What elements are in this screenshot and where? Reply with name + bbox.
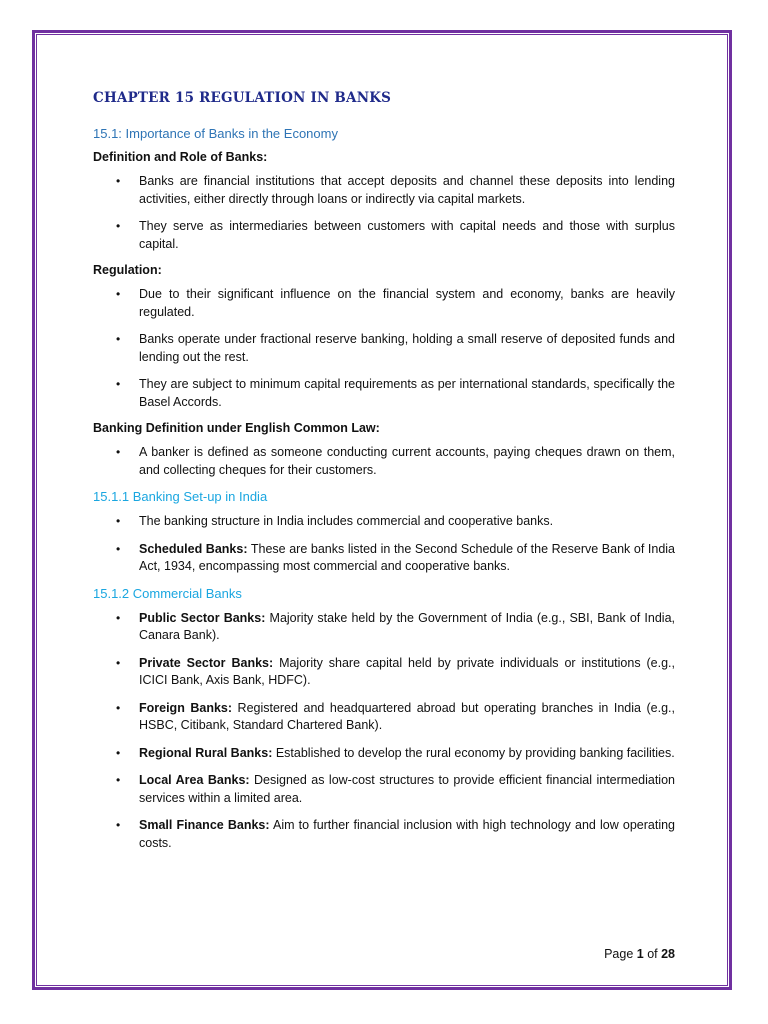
- list-item: • Banks are financial institutions that accept deposits and channel these deposits into lending activities, either directly through loans or indirectly via capital markets.: [116, 174, 675, 206]
- bullet-icon: •: [116, 655, 121, 670]
- definition-heading: Definition and Role of Banks:: [93, 150, 268, 164]
- section-heading-15-1: 15.1: Importance of Banks in the Economy: [93, 126, 338, 141]
- term-label: Local Area Banks:: [139, 773, 250, 787]
- bullet-icon: •: [116, 445, 121, 459]
- term-label: Foreign Banks:: [139, 700, 233, 715]
- common-law-list: [93, 444, 675, 479]
- list-item: • Small Finance Banks: Aim to further financial inclusion with high technology and low operating costs.: [116, 818, 675, 850]
- document-content: [93, 90, 675, 862]
- list-item: • Scheduled Banks: These are banks listed in the Second Schedule of the Reserve Bank of India Act, 1934, encompassing most commercial and cooperative banks.: [116, 541, 675, 573]
- commercial-banks-list: [93, 610, 675, 853]
- bullet-icon: •: [116, 745, 121, 760]
- bullet-icon: •: [116, 377, 121, 391]
- bullet-icon: •: [116, 332, 121, 346]
- chapter-title: CHAPTER 15 REGULATION IN BANKS: [93, 90, 392, 106]
- list-item: • They serve as intermediaries between customers with capital needs and those with surplus capital.: [116, 219, 675, 251]
- current-page: 1: [636, 947, 644, 961]
- bullet-icon: •: [116, 773, 121, 787]
- common-law-heading: Banking Definition under English Common Law:: [93, 421, 380, 435]
- list-item: • Due to their significant influence on the financial system and economy, banks are heavily regulated.: [116, 287, 675, 319]
- regulation-list: [93, 286, 675, 411]
- section-heading-15-1-2: 15.1.2 Commercial Banks: [93, 585, 242, 601]
- term-label: Scheduled Banks:: [139, 541, 248, 556]
- regulation-heading: Regulation:: [93, 263, 162, 277]
- banking-setup-list: [93, 513, 675, 576]
- total-pages: 28: [661, 947, 675, 961]
- definition-list: [93, 173, 675, 253]
- term-label: Regional Rural Banks:: [139, 745, 273, 760]
- bullet-icon: •: [116, 610, 121, 625]
- list-item: • A banker is defined as someone conducting current accounts, paying cheques drawn on them, and collecting cheques for their customers.: [116, 445, 675, 477]
- list-item: • They are subject to minimum capital requirements as per international standards, specifically the Basel Accords.: [116, 377, 675, 409]
- bullet-icon: •: [116, 818, 121, 832]
- section-heading-15-1-1: 15.1.1 Banking Set-up in India: [93, 489, 268, 504]
- bullet-icon: •: [116, 219, 121, 233]
- bullet-icon: •: [116, 174, 121, 188]
- term-label: Small Finance Banks:: [139, 818, 270, 832]
- term-label: Public Sector Banks:: [139, 610, 266, 625]
- list-item: • Private Sector Banks: Majority share capital held by private individuals or institutions (e.g., ICICI Bank, Axis Bank, HDFC).: [116, 655, 675, 687]
- bullet-icon: •: [116, 700, 121, 715]
- list-item: • The banking structure in India includes commercial and cooperative banks.: [93, 513, 675, 531]
- bullet-icon: •: [116, 541, 121, 556]
- term-label: Private Sector Banks:: [139, 655, 274, 670]
- list-item: • Public Sector Banks: Majority stake held by the Government of India (e.g., SBI, Bank of India, Canara Bank).: [116, 610, 676, 642]
- bullet-icon: •: [116, 287, 121, 301]
- bullet-icon: •: [116, 514, 121, 528]
- list-item: • Local Area Banks: Designed as low-cost structures to provide efficient financial intermediation services within a limited area.: [116, 773, 675, 805]
- page-number: Page 1 of 28: [604, 947, 675, 961]
- list-item: • Banks operate under fractional reserve banking, holding a small reserve of deposited funds and lending out the rest.: [116, 332, 675, 364]
- list-item: • Foreign Banks: Registered and headquartered abroad but operating branches in India (e.g., HSBC, Citibank, Standard Chartered Bank).: [116, 700, 675, 732]
- list-item: • Regional Rural Banks: Established to develop the rural economy by providing banking facilities.: [93, 745, 675, 763]
